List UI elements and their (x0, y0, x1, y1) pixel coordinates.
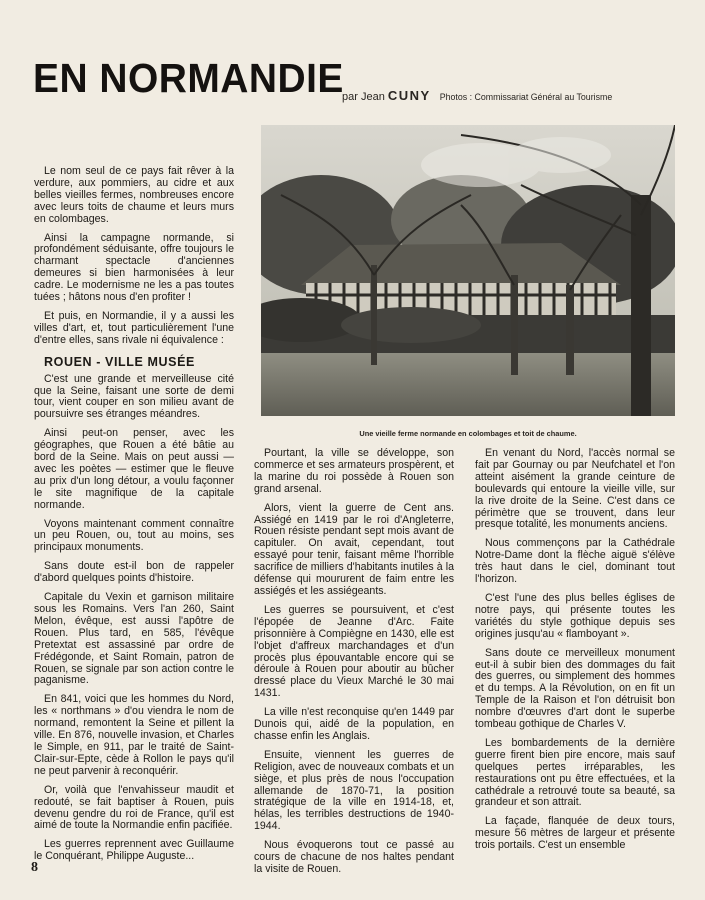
paragraph: Or, voilà que l'envahisseur maudit et redouté, se fait baptiser à Rouen, puis devenu gendre du roi de France, qu'il est aimé de toute la Normandie enfin pacifiée. (34, 783, 234, 832)
article-title: EN NORMANDIE (33, 55, 344, 101)
paragraph: C'est une grande et merveilleuse cité que la Seine, faisant une sorte de demi tour, vient couper en son milieu avant de poursuivre ses étranges méandres. (34, 372, 234, 421)
paragraph: Nous évoquerons tout ce passé au cours de chacune de nos haltes pendant la visite de Rouen. (254, 839, 454, 875)
author-name: CUNY (387, 88, 431, 103)
photo-caption: Une vieille ferme normande en colombages et toit de chaume. (359, 429, 577, 438)
column-1 (34, 166, 234, 870)
paragraph: Les guerres reprennent avec Guillaume le Conquérant, Philippe Auguste... (34, 838, 234, 863)
paragraph: Ainsi peut-on penser, avec les géographes, que Rouen a été bâtie au bord de la Seine. Mais on peut aussi — avec les poètes — estimer que le fleuve au prix d'un long détour, a voulu façonner le site magnifique de la capitale normande. (34, 427, 234, 511)
column-3 (475, 448, 675, 859)
paragraph: La façade, flanquée de deux tours, mesure 56 mètres de largeur et présente trois portails. C'est un ensemble (475, 815, 675, 852)
paragraph: Nous commençons par la Cathédrale Notre-Dame dont la flèche aiguë s'élève très haut dans le ciel, dominant tout l'horizon. (475, 537, 675, 586)
paragraph: En venant du Nord, l'accès normal se fait par Gournay ou par Neufchatel et l'on atteint aisément la grande ceinture de boulevards qui entoure la vieille ville, sur la rive droite de la Seine. C'est dans ce périmètre que se trouvent, dans leur presque totalité, les monuments anciens. (475, 447, 675, 531)
photo-credits: Photos : Commissariat Général au Tourisme (439, 92, 613, 102)
paragraph: Alors, vient la guerre de Cent ans. Assiégé en 1419 par le roi d'Angleterre, Rouen résiste pendant sept mois avant de capituler. On avait, cependant, tout essayé pour tenir, faisant même l'horrible sacrifice de milliers d'habitants inutiles à la défense qui moururent de faim entre les assiégés et les assiégeants. (254, 501, 454, 597)
paragraph: Et puis, en Normandie, il y a aussi les villes d'art, et, tout particulièrement l'une d'entre elles, sans rivale ni équivalence : (34, 309, 234, 346)
paragraph: C'est l'une des plus belles églises de notre pays, qui présente toutes les variétés du style gothique depuis ses origines jusqu'au « flamboyant ». (475, 591, 675, 640)
paragraph: En 841, voici que les hommes du Nord, les « northmans » d'ou viendra le nom de normand, remontent la Seine et pillent la ville. En 876, nouvelle invasion, et Charles le Simple, en 911, par le traité de Saint-Clair-sur-Epte, cède à Rollon le pays qu'il ne peut parvenir à reconquérir. (34, 693, 234, 777)
paragraph: Pourtant, la ville se développe, son commerce et ses armateurs prospèrent, et la marine du roi possède à Rouen son grand arsenal. (254, 447, 454, 495)
byline-prefix: par Jean (342, 91, 385, 103)
column-2 (254, 448, 454, 883)
paragraph: Capitale du Vexin et garnison militaire sous les Romains. Vers l'an 260, Saint Melon, évêque, est aussi l'apôtre de Rouen. Plus tard, en 585, l'évêque Pretextat est assassiné par ordre de Frédégonde, et Saint Romain, patron de Rouen, se signale par son action contre le paganisme. (34, 591, 234, 687)
page-number: 8 (31, 860, 38, 875)
paragraph: Ensuite, viennent les guerres de Religion, avec de nouveaux combats et un siège, et plus près de nous l'occupation allemande de 1870-71, la position stratégique de la ville en 1914-18, et, hélas, les terribles destructions de 1940-1944. (254, 748, 454, 833)
byline (342, 88, 612, 103)
paragraph: Sans doute est-il bon de rappeler d'abord quelques points d'histoire. (34, 560, 234, 585)
paragraph: Voyons maintenant comment connaître un peu Rouen, ou, tout au moins, ses principaux monuments. (34, 517, 234, 554)
farmhouse-photo (261, 125, 675, 416)
paragraph: Les bombardements de la dernière guerre firent bien pire encore, mais sauf quelques pertes irréparables, les restaurations ont pu être effectuées, et la cathédrale a retrouvé toute sa beauté, sa grandeur et son attrait. (475, 736, 675, 809)
farmhouse-photo-illustration (261, 125, 675, 416)
paragraph: Les guerres se poursuivent, et c'est l'épopée de Jeanne d'Arc. Faite prisonnière à Compiègne en 1430, elle est l'objet d'affreux marchandages et d'un procès plus épouvantable encore qui se déroule à Rouen pour aboutir au bûcher dressé place du Vieux Marché le 30 mai 1431. (254, 603, 454, 700)
section-heading: ROUEN - VILLE MUSÉE (44, 354, 195, 369)
paragraph: La ville n'est reconquise qu'en 1449 par Dunois qui, aidé de la population, en chasse enfin les Anglais. (254, 706, 454, 742)
paragraph: Sans doute ce merveilleux monument eut-il à subir bien des dommages du fait des guerres, ou simplement des hommes et du temps. A la Révolution, on en fit un Temple de la Raison et l'on détruisit bon nombre d'œuvres d'art dont le superbe tombeau gothique de Charles V. (475, 646, 675, 731)
paragraph: Ainsi la campagne normande, si profondément séduisante, offre toujours le charmant spectacle d'anciennes demeures si bien harmonisées à leur cadre. Le modernisme ne les a pas toutes tuées ; hâtons nous d'en profiter ! (34, 231, 234, 304)
paragraph: Le nom seul de ce pays fait rêver à la verdure, aux pommiers, au cidre et aux belles vieilles fermes, nombreuses encore avec leurs toits de chaume et leurs murs en colombages. (34, 165, 234, 225)
